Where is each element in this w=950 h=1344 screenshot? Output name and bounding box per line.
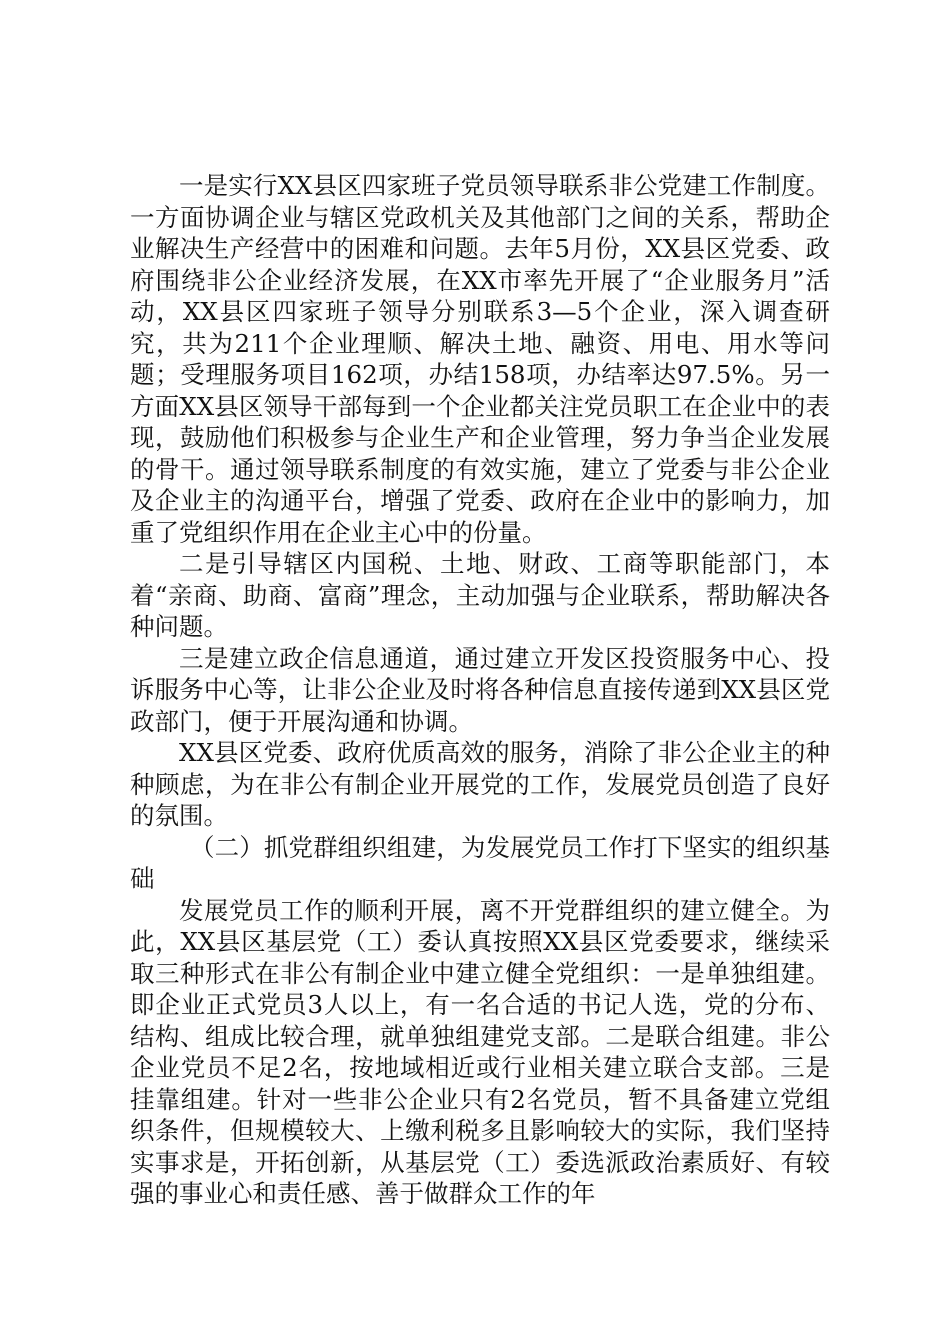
paragraph-service-atmosphere: XX县区党委、政府优质高效的服务，消除了非公企业主的种种顾虑，为在非公有制企业开展党的工作，发展党员创造了良好的氛围。 <box>130 738 830 830</box>
paragraph-info-channel: 三是建立政企信息通道，通过建立开发区投资服务中心、投诉服务中心等，让非公企业及时将各种信息直接传递到XX县区党政部门，便于开展沟通和协调。 <box>130 643 830 736</box>
paragraph-organization-building: 发展党员工作的顺利开展，离不开党群组织的建立健全。为此，XX县区基层党（工）委认真按照XX县区党委要求，继续采取三种形式在非公有制企业中建立健全党组织：一是单独组建。即企业正式党员3人以上，有一名合适的书记人选，党的分布、结构、组成比较合理，就单独组建党支部。二是联合组建。非公企业党员不足2名，按地域相近或行业相关建立联合支部。三是挂靠组建。针对一些非公企业只有2名党员，暂不具备建立党组织条件，但规模较大、上缴利税多且影响较大的实际，我们坚持实事求是，开拓创新，从基层党（工）委选派政治素质好、有较强的事业心和责任感、善于做群众工作的年 <box>130 895 830 1208</box>
section-heading-organization: （二）抓党群组织组建，为发展党员工作打下坚实的组织基础 <box>130 832 830 893</box>
paragraph-leadership-liaison: 一是实行XX县区四家班子党员领导联系非公党建工作制度。一方面协调企业与辖区党政机关及其他部门之间的关系，帮助企业解决生产经营中的困难和问题。去年5月份，XX县区党委、政府围绕非公企业经济发展，在XX市率先开展了“企业服务月”活动，XX县区四家班子领导分别联系3—5个企业，深入调查研究，共为211个企业理顺、解决土地、融资、用电、用水等问题；受理服务项目162项，办结158项，办结率达97.5%。另一方面XX县区领导干部每到一个企业都关注党员职工在企业中的表现，鼓励他们积极参与企业生产和企业管理，努力争当企业发展的骨干。通过领导联系制度的有效实施，建立了党委与非公企业及企业主的沟通平台，增强了党委、政府在企业中的影响力，加重了党组织作用在企业主心中的份量。 <box>130 171 830 547</box>
paragraph-functional-departments: 二是引导辖区内国税、土地、财政、工商等职能部门，本着“亲商、助商、富商”理念，主动加强与企业联系，帮助解决各种问题。 <box>130 549 830 641</box>
document-page <box>130 170 830 1210</box>
